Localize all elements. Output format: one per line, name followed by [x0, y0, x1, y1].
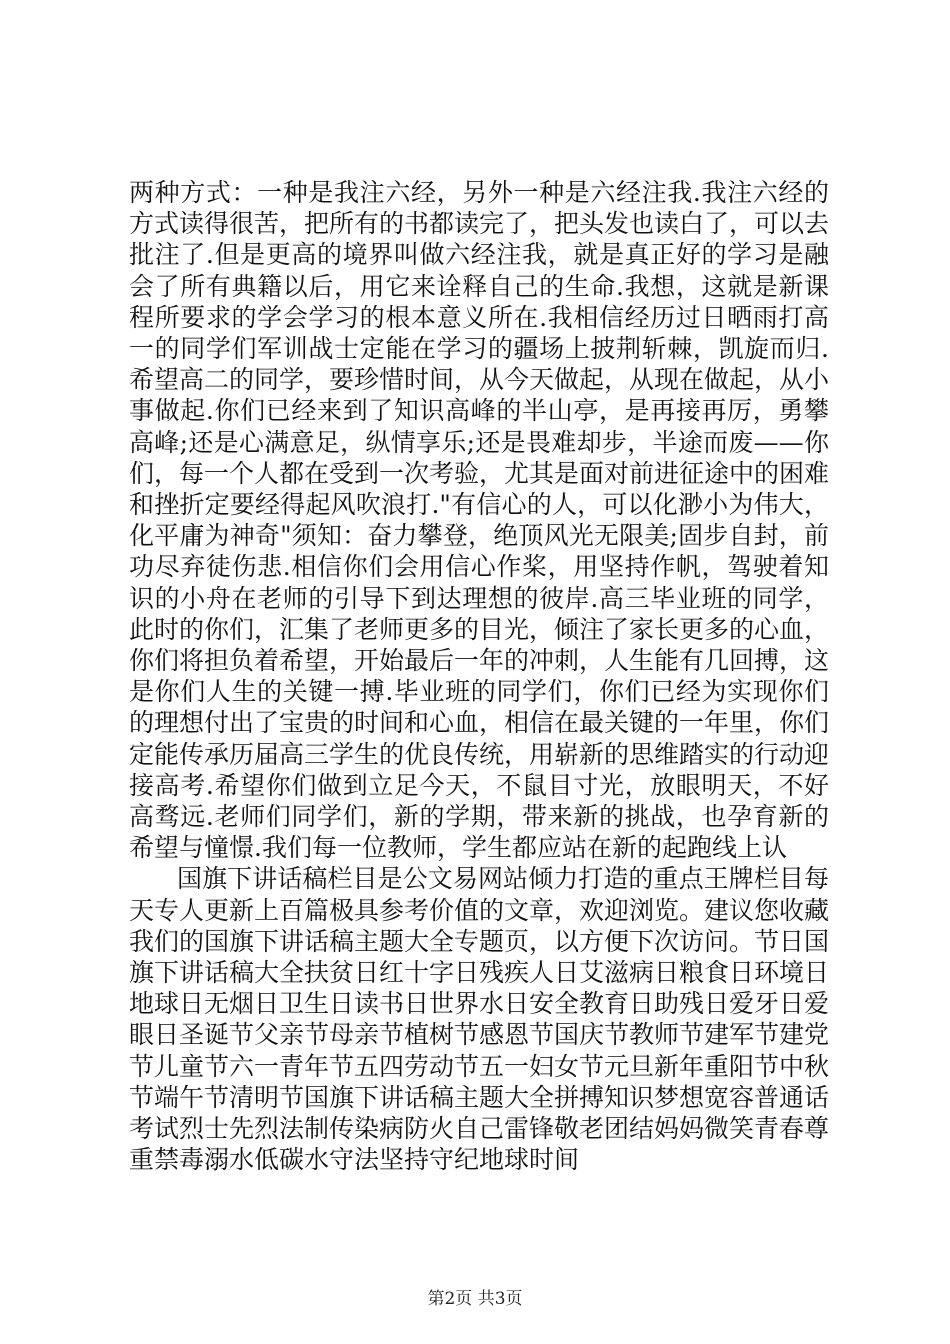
paragraph-2: 国旗下讲话稿栏目是公文易网站倾力打造的重点王牌栏目每天专人更新上百篇极具参考价值的文章，欢迎浏览。建议您收藏我们的国旗下讲话稿主题大全专题页，以方便下次访问。节日国旗下讲话稿大全扶贫日红十字日残疾人日艾滋病日粮食日环境日地球日无烟日卫生日读书日世界水日安全教育日助残日爱牙日爱眼日圣诞节父亲节母亲节植树节感恩节国庆节教师节建军节建党节儿童节六一青年节五四劳动节五一妇女节元旦新年重阳节中秋节端午节清明节国旗下讲话稿主题大全拼搏知识梦想宽容普通话考试烈士先烈法制传染病防火自己雷锋敬老团结妈妈微笑青春尊重禁毒溺水低碳水守法坚持守纪地球时间	[129, 864, 830, 1175]
paragraph-1: 两种方式：一种是我注六经，另外一种是六经注我.我注六经的方式读得很苦，把所有的书都读完了，把头发也读白了，可以去批注了.但是更高的境界叫做六经注我，就是真正好的学习是融会了所有典籍以后，用它来诠释自己的生命.我想，这就是新课程所要求的学会学习的根本意义所在.我相信经历过日晒雨打高一的同学们军训战士定能在学习的疆场上披荆斩棘，凯旋而归.希望高二的同学，要珍惜时间，从今天做起，从现在做起，从小事做起.你们已经来到了知识高峰的半山亭，是再接再厉，勇攀高峰;还是心满意足，纵情享乐;还是畏难却步，半途而废——你们，每一个人都在受到一次考验，尤其是面对前进征途中的困难和挫折定要经得起风吹浪打."有信心的人，可以化渺小为伟大，化平庸为神奇"须知：奋力攀登，绝顶风光无限美;固步自封，前功尽弃徒伤悲.相信你们会用信心作桨，用坚持作帆，驾驶着知识的小舟在老师的引导下到达理想的彼岸.高三毕业班的同学，此时的你们，汇集了老师更多的目光，倾注了家长更多的心血，你们将担负着希望，开始最后一年的冲刺，人生能有几回搏，这是你们人生的关键一搏.毕业班的同学们，你们已经为实现你们的理想付出了宝贵的时间和心血，相信在最关键的一年里，你们定能传承历届高三学生的优良传统，用崭新的思维踏实的行动迎接高考.希望你们做到立足今天，不鼠目寸光，放眼明天，不好高骛远.老师们同学们，新的学期，带来新的挑战，也孕育新的希望与憧憬.我们每一位教师，学生都应站在新的起跑线上认	[129, 178, 830, 863]
page-number-footer: 第2页 共3页	[427, 1289, 523, 1309]
document-body	[129, 177, 829, 1176]
